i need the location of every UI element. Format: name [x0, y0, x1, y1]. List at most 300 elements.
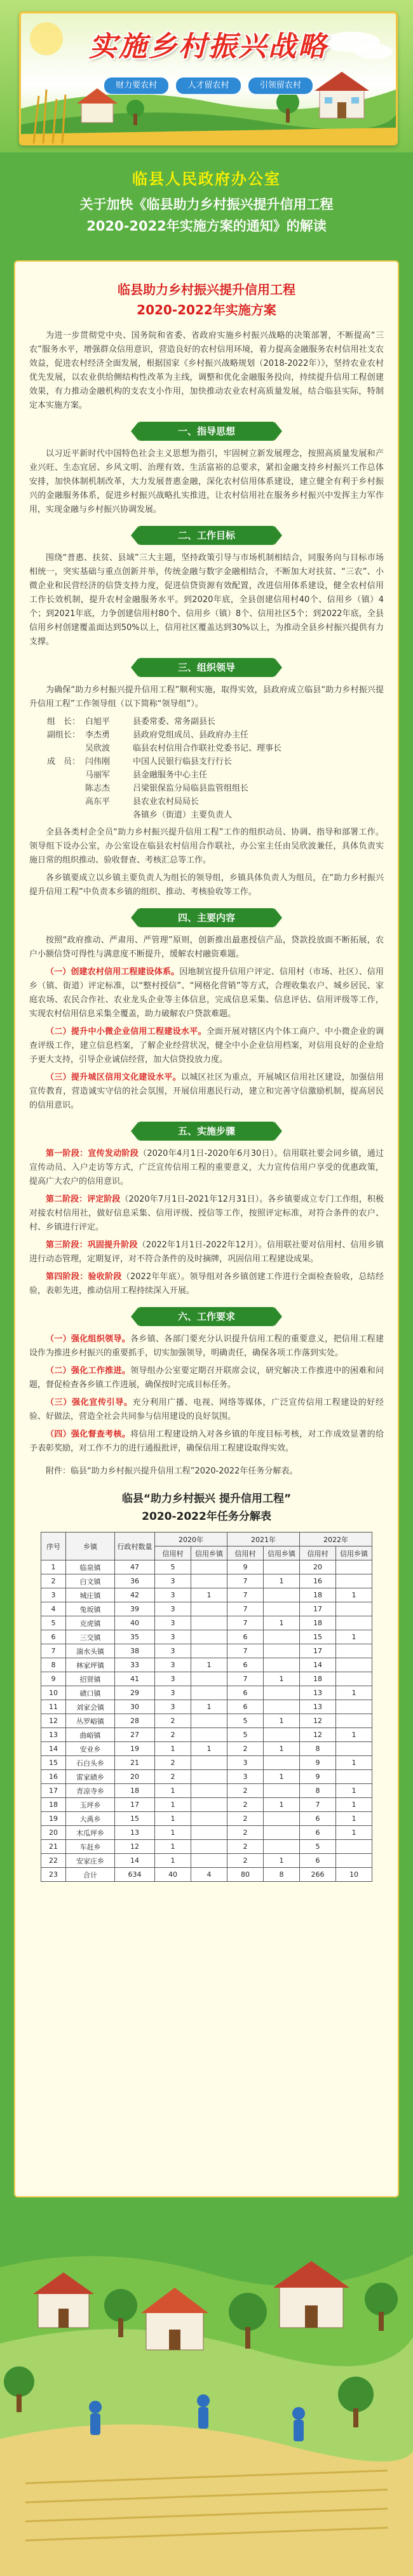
table-row: [41, 1630, 372, 1644]
table-cell: 15: [115, 1812, 155, 1826]
table-cell: 1: [41, 1560, 66, 1574]
member-name: 吴欣波: [85, 744, 111, 753]
section-heading: [29, 1122, 384, 1141]
section-heading: [29, 658, 384, 677]
table-cell: [336, 1742, 372, 1756]
table-cell: 6: [227, 1630, 264, 1644]
member-line: [36, 715, 384, 728]
table-cell: 10: [336, 1868, 372, 1882]
table-cell: 湍水头镇: [66, 1644, 115, 1658]
table-cell: 1: [336, 1812, 372, 1826]
table-cell: 招贤镇: [66, 1672, 115, 1686]
section-title: 三、组织领导: [139, 658, 274, 677]
table-cell: 1: [155, 1840, 191, 1854]
table-row: [41, 1728, 372, 1742]
table-cell: 1: [336, 1630, 372, 1644]
table-cell: [336, 1770, 372, 1784]
table-cell: 11: [41, 1700, 66, 1714]
banner: [0, 0, 413, 152]
banner-tag: 财力要农村: [104, 77, 169, 95]
table-cell: 9: [41, 1672, 66, 1686]
table-cell: 丛罗峪镇: [66, 1714, 115, 1728]
member-name: 白旭平: [85, 717, 111, 727]
table-cell: [264, 1658, 300, 1672]
table-header-row: [41, 1533, 372, 1546]
table-cell: [191, 1644, 227, 1658]
content-item: [29, 1071, 384, 1113]
table-cell: 22: [41, 1854, 66, 1868]
table-cell: 21: [115, 1756, 155, 1770]
member-title: 各镇乡（街道）主要负责人: [133, 810, 233, 820]
table-cell: [264, 1728, 300, 1742]
table-cell: 16: [41, 1770, 66, 1784]
table-cell: 2: [227, 1826, 264, 1840]
table-cell: 3: [227, 1770, 264, 1784]
banner-tag: 人才留农村: [175, 77, 241, 95]
table-cell: [264, 1840, 300, 1854]
table-cell: 2: [227, 1798, 264, 1812]
table-cell: [336, 1616, 372, 1630]
table-cell: 19: [41, 1812, 66, 1826]
table-cell: [336, 1854, 372, 1868]
table-cell: 7: [227, 1574, 264, 1588]
member-title: 中国人民银行临县支行行长: [133, 757, 233, 767]
table-cell: 3: [155, 1588, 191, 1602]
member-line: [36, 795, 384, 808]
table-cell: 12: [300, 1728, 336, 1742]
table-cell: 1: [155, 1784, 191, 1798]
table-cell: 16: [300, 1574, 336, 1588]
plan-title-line: 2020-2022年实施方案: [137, 302, 276, 318]
table-cell: 6: [41, 1630, 66, 1644]
member-title: 临县农村信用合作联社党委书记、理事长: [133, 744, 282, 753]
doc-title-line: 关于加快《临县助力乡村振兴提升信用工程: [79, 197, 334, 212]
leadership-note: 各乡镇要成立以乡镇主要负责人为组长的领导组，乡镇具体负责人为组员，在“助力乡村振兴提升信用工程”中负责本乡镇的组织、推动、考核验收等工作。: [29, 873, 384, 897]
table-cell: 14: [115, 1854, 155, 1868]
card-body: [15, 320, 398, 1882]
content-item-text: 全面开展对辖区内个体工商户、中小微企业的调查评级工作，建立信息档案，了解企业经营状况，健全中小企业信用档案，对信用良好的企业给予更大支持，引导企业诚信经营，加大信贷投放力度。: [29, 1027, 384, 1064]
table-cell: 2: [155, 1770, 191, 1784]
requirement-item: [29, 1332, 384, 1360]
doc-title: [16, 194, 397, 237]
table-cell: [336, 1672, 372, 1686]
section-title: 四、主要内容: [139, 908, 274, 927]
table-cell: 80: [227, 1868, 264, 1882]
table-cell: 7: [227, 1672, 264, 1686]
stage-text: （2022年1月1日-2022年12月）。信用联社要对信用村、信用乡镇进行动态管理，定期复评，对不符合条件的及时摘牌，巩固信用工程建设成果。: [29, 1240, 384, 1264]
table-cell: 20: [115, 1770, 155, 1784]
member-name: 高东平: [85, 797, 111, 807]
table-cell: [264, 1812, 300, 1826]
table-cell: 8: [41, 1658, 66, 1672]
table-cell: 木瓜坪乡: [66, 1826, 115, 1840]
content-item-head: （二）提升中小微企业信用工程建设水平。: [46, 1027, 207, 1036]
col-header: 序号: [41, 1533, 66, 1560]
table-cell: 4: [41, 1602, 66, 1616]
table-cell: [191, 1574, 227, 1588]
table-cell: 合计: [66, 1868, 115, 1882]
table-cell: 5: [227, 1714, 264, 1728]
table-cell: 玉坪乡: [66, 1798, 115, 1812]
guiding-paragraph: 以习近平新时代中国特色社会主义思想为指引，牢固树立新发展理念，按照高质量发展和产业兴旺、生态宜居、乡风文明、治理有效、生活富裕的总要求，紧扣金融支持乡村振兴工作总体安排，加快体制机制改革，大力发展普惠金融，深化农村信用体系建设，建立健全有利于乡村振兴的金融服务体系，促进乡村振兴战略扎实推进，让农村信用社在服务乡村振兴中发挥主力军作用，实现金融与乡村振兴协调发展。: [29, 449, 384, 514]
table-row: [41, 1560, 372, 1574]
table-cell: 7: [41, 1644, 66, 1658]
banner-frame: [19, 11, 398, 145]
table-cell: 9: [300, 1756, 336, 1770]
table-cell: 1: [155, 1812, 191, 1826]
table-cell: 9: [300, 1770, 336, 1784]
table-cell: 1: [191, 1658, 227, 1672]
table-cell: [336, 1602, 372, 1616]
table-cell: 1: [336, 1686, 372, 1700]
requirement-text: 各乡镇、各部门要充分认识提升信用工程的重要意义，把信用工程建设作为推进乡村振兴的重要抓手，切实加强领导，明确责任，确保各项工作落到实处。: [29, 1334, 384, 1358]
table-cell: 2: [227, 1742, 264, 1756]
village-illustration: [0, 2217, 413, 2576]
goals-paragraph: 围绕“普惠、扶贫、县域”三大主题，坚持政策引导与市场机制相结合，同服务向与目标市场相统一，突实基础与重点创新并举，传统金融与数字金融相结合，不断加大对扶贫、“三农”、小微企业和民营经济的信贷支持力度，促进信贷资源有效配置，改进信用体系建设，健全农村信用工作长效机制，提升农村金融服务水平。到2020年底，全县创建信用村40个、信用乡（镇）4个；到2021年底，力争创建信用村80个、信用乡（镇）8个、信用社区5个；到2022年底，全县信用乡村创建覆盖面达到50%以上，信用社区覆盖达到30%以上，为推动全县乡村振兴提供有力支撑。: [29, 553, 384, 647]
plan-title: [15, 279, 398, 320]
table-row: [41, 1812, 372, 1826]
table-cell: [191, 1798, 227, 1812]
requirement-head: （一）强化组织领导。: [46, 1334, 131, 1344]
table-cell: 13: [300, 1700, 336, 1714]
table-cell: 1: [191, 1588, 227, 1602]
table-cell: [191, 1840, 227, 1854]
table-cell: 35: [115, 1630, 155, 1644]
content-item-head: （三）提升城区信用文化建设水平。: [46, 1073, 181, 1082]
table-cell: 3: [41, 1588, 66, 1602]
plan-title-line: 临县助力乡村振兴提升信用工程: [118, 282, 295, 297]
stage-item: [29, 1270, 384, 1298]
table-cell: 1: [191, 1742, 227, 1756]
table-cell: [264, 1784, 300, 1798]
table-cell: 3: [155, 1574, 191, 1588]
content-item: [29, 1025, 384, 1067]
table-cell: [191, 1784, 227, 1798]
table-cell: 17: [300, 1602, 336, 1616]
member-line: [36, 768, 384, 782]
table-row: [41, 1602, 372, 1616]
sub-header: 信用乡镇: [191, 1546, 227, 1560]
content-intro: 按照“政府推动、严肃用、严管理”原则，创新推出最惠授信产品，贷款投放面不断拓展，农户小额信贷可得性与满意度不断提升，缓解农村融资难题。: [29, 936, 384, 959]
table-cell: 30: [115, 1700, 155, 1714]
table-cell: 1: [264, 1672, 300, 1686]
sub-header: 信用乡镇: [336, 1546, 372, 1560]
member-title: 县政府党组成员、县政府办主任: [133, 730, 249, 740]
table-cell: 12: [115, 1840, 155, 1854]
stage-head: 第二阶段：评定阶段: [46, 1195, 121, 1204]
leadership-paragraph: 全县各类村企全员“助力乡村振兴提升信用工程”工作的组织动员、协调、指导和部署工作。领导组下设办公室，办公室设在临县农村信用合作联社，办公室主任由吴欣波兼任，具体负责实施日常的组织推动、验收督查、考核汇总等工作。: [29, 828, 384, 865]
table-cell: 2: [155, 1756, 191, 1770]
table-cell: 1: [264, 1574, 300, 1588]
table-cell: [264, 1756, 300, 1770]
table-cell: 6: [227, 1658, 264, 1672]
banner-tag: 引领留农村: [248, 77, 313, 95]
table-cell: 大禹乡: [66, 1812, 115, 1826]
table-cell: 1: [336, 1588, 372, 1602]
table-cell: 5: [300, 1840, 336, 1854]
stage-text: （2022年年底）。领导组对各乡镇创建工作进行全面检查验收，总结经验，表彰先进，推动信用工程持续深入开展。: [29, 1272, 384, 1296]
table-row: [41, 1784, 372, 1798]
col-header: 2021年: [227, 1533, 300, 1546]
table-cell: 石白头乡: [66, 1756, 115, 1770]
stage-text: （2020年4月1日-2020年6月30日）。信用联社要会同乡镇，通过宣传动员、入户走访等方式，广泛宣传信用工程的重要意义，大力宣传信用户享受的优惠政策，提高广大农户的信用意识。: [29, 1149, 384, 1186]
member-line: [36, 782, 384, 795]
member-title: 县委常委、常务副县长: [133, 717, 216, 727]
stage-head: 第一阶段：宣传发动阶段: [46, 1149, 139, 1158]
table-cell: 20: [41, 1826, 66, 1840]
table-cell: 10: [41, 1686, 66, 1700]
requirement-text: 将信用工程建设纳入对各乡镇的年度目标考核，对工作成效显著的给予表彰奖励，对工作不力的进行通报批评，确保信用工程建设取得实效。: [29, 1430, 384, 1453]
table-cell: 8: [264, 1868, 300, 1882]
section-heading: [29, 908, 384, 927]
table-cell: 1: [336, 1784, 372, 1798]
table-cell: [264, 1602, 300, 1616]
table-cell: [336, 1840, 372, 1854]
stage-item: [29, 1193, 384, 1235]
table-cell: 28: [115, 1714, 155, 1728]
table-cell: 6: [300, 1826, 336, 1840]
table-cell: 碛口镇: [66, 1686, 115, 1700]
requirement-head: （三）强化宣传引导。: [46, 1398, 133, 1407]
table-cell: 3: [155, 1686, 191, 1700]
stage-item: [29, 1147, 384, 1189]
table-cell: [191, 1756, 227, 1770]
table-cell: [336, 1714, 372, 1728]
table-cell: [191, 1812, 227, 1826]
table-cell: 临泉镇: [66, 1560, 115, 1574]
table-cell: 18: [300, 1616, 336, 1630]
table-cell: 3: [155, 1630, 191, 1644]
table-cell: 47: [115, 1560, 155, 1574]
table-cell: 6: [300, 1812, 336, 1826]
intro-paragraph: 为进一步贯彻党中央、国务院和省委、省政府实施乡村振兴战略的决策部署，不断提高“三农”服务水平，增强群众信用意识，营造良好的农村信用环境，着力提高金融服务农村信用社支农效益，促进农村经济全面发展，根据国家《乡村振兴战略规划（2018-2022年）》，坚持农业农村优先发展，以农业供给侧结构性改革为主线，调整和优化金融服务投向，持续提升信用工程创建效果，有力推动金融机构的支农支小作用，加快推动农业农村高质量发展，结合临县实际，特制定本实施方案。: [29, 331, 384, 410]
requirement-item: [29, 1428, 384, 1456]
table-cell: 三交镇: [66, 1630, 115, 1644]
stage-head: 第四阶段：验收阶段: [46, 1272, 122, 1282]
table-cell: [264, 1588, 300, 1602]
table-row: [41, 1854, 372, 1868]
table-cell: 14: [300, 1658, 336, 1672]
table-cell: 12: [41, 1714, 66, 1728]
col-header: 行政村数量: [115, 1533, 155, 1560]
member-line: [36, 742, 384, 755]
member-title: 吕梁银保监分局临县监管组组长: [133, 784, 249, 793]
table-cell: 兔坂镇: [66, 1602, 115, 1616]
table-row: [41, 1672, 372, 1686]
table-cell: 20: [300, 1560, 336, 1574]
table-cell: 3: [155, 1658, 191, 1672]
table-cell: [191, 1630, 227, 1644]
table-cell: [191, 1560, 227, 1574]
banner-title: 实施乡村振兴战略: [89, 30, 328, 63]
table-cell: 2: [227, 1840, 264, 1854]
table-cell: 634: [115, 1868, 155, 1882]
table-cell: 18: [115, 1784, 155, 1798]
stage-head: 第三阶段：巩固提升阶段: [46, 1240, 138, 1250]
table-cell: 2: [227, 1784, 264, 1798]
table-cell: 13: [115, 1826, 155, 1840]
table-row: [41, 1770, 372, 1784]
table-row: [41, 1798, 372, 1812]
table-cell: [264, 1560, 300, 1574]
table-cell: [336, 1658, 372, 1672]
table-cell: 1: [264, 1798, 300, 1812]
table-cell: 1: [264, 1742, 300, 1756]
table-cell: 1: [336, 1756, 372, 1770]
table-cell: 5: [155, 1560, 191, 1574]
requirement-text: 领导组办公室要定期召开联席会议，研究解决工作推进中的困难和问题，督促检查各乡镇工作进展，确保按时完成目标任务。: [29, 1366, 384, 1390]
member-role: 组 长：: [46, 717, 80, 727]
table-row: [41, 1714, 372, 1728]
table-body: [41, 1560, 372, 1882]
table-cell: 7: [227, 1602, 264, 1616]
content-card: [14, 260, 399, 2197]
table-row: [41, 1868, 372, 1882]
task-table: [41, 1532, 372, 1882]
table-cell: 6: [300, 1854, 336, 1868]
table-cell: 23: [41, 1868, 66, 1882]
table-cell: 41: [115, 1672, 155, 1686]
appendix-note: 附件：临县“助力乡村振兴提升信用工程”2020-2022年任务分解表。: [46, 1466, 298, 1476]
table-cell: [191, 1672, 227, 1686]
table-cell: 7: [300, 1798, 336, 1812]
stage-item: [29, 1238, 384, 1266]
table-cell: [191, 1686, 227, 1700]
table-cell: 2: [227, 1812, 264, 1826]
table-row: [41, 1658, 372, 1672]
table-cell: 38: [115, 1644, 155, 1658]
table-cell: 安家庄乡: [66, 1854, 115, 1868]
table-cell: [336, 1700, 372, 1714]
table-row: [41, 1700, 372, 1714]
table-cell: [264, 1700, 300, 1714]
table-cell: 青凉寺乡: [66, 1784, 115, 1798]
table-cell: 4: [191, 1868, 227, 1882]
table-cell: 13: [300, 1686, 336, 1700]
table-cell: 40: [155, 1868, 191, 1882]
table-cell: 13: [41, 1728, 66, 1742]
sub-header: 信用乡镇: [264, 1546, 300, 1560]
table-cell: 9: [227, 1560, 264, 1574]
table-cell: 安业乡: [66, 1742, 115, 1756]
requirement-head: （二）强化工作推进。: [46, 1366, 131, 1376]
table-row: [41, 1616, 372, 1630]
table-cell: 1: [155, 1854, 191, 1868]
table-cell: [336, 1574, 372, 1588]
table-cell: 18: [300, 1672, 336, 1686]
table-cell: 33: [115, 1658, 155, 1672]
content-item-text: 以城区社区为重点，开展城区信用社区建设，加强信用宣传教育，营造诚实守信的社会氛围，开展信用惠民行动，建立和完善守信激励机制，提高居民的信用意识。: [29, 1073, 384, 1110]
table-cell: 42: [115, 1588, 155, 1602]
table-cell: 白文镇: [66, 1574, 115, 1588]
table-cell: 19: [115, 1742, 155, 1756]
table-cell: 林家坪镇: [66, 1658, 115, 1672]
table-cell: [191, 1616, 227, 1630]
table-cell: 2: [155, 1714, 191, 1728]
member-list: [36, 715, 384, 822]
member-title: 县金融服务中心主任: [133, 770, 208, 780]
table-cell: 车赶乡: [66, 1840, 115, 1854]
member-line: [36, 808, 384, 822]
banner-tags: [104, 77, 313, 95]
table-cell: 7: [227, 1588, 264, 1602]
table-title-line: 2020-2022年任务分解表: [142, 1510, 271, 1523]
table-title-line: 临县“助力乡村振兴 提升信用工程”: [121, 1493, 292, 1505]
footer-illustration: [0, 2217, 413, 2576]
table-row: [41, 1742, 372, 1756]
section-heading: [29, 526, 384, 545]
table-cell: 1: [264, 1616, 300, 1630]
table-cell: [336, 1644, 372, 1658]
table-cell: 8: [300, 1742, 336, 1756]
table-cell: 2: [41, 1574, 66, 1588]
table-cell: [191, 1854, 227, 1868]
table-cell: 17: [41, 1784, 66, 1798]
sub-header: 信用村: [155, 1546, 191, 1560]
table-cell: 27: [115, 1728, 155, 1742]
member-title: 县农业农村局局长: [133, 797, 200, 807]
table-cell: [264, 1686, 300, 1700]
table-cell: 3: [155, 1602, 191, 1616]
org-title: 临县人民政府办公室: [132, 170, 281, 188]
member-name: 马丽军: [85, 770, 111, 780]
table-cell: [264, 1826, 300, 1840]
content-item-head: （一）创建农村信用工程建设体系。: [46, 967, 180, 977]
table-cell: 29: [115, 1686, 155, 1700]
table-cell: 36: [115, 1574, 155, 1588]
table-cell: 1: [155, 1742, 191, 1756]
table-row: [41, 1756, 372, 1770]
table-cell: 18: [41, 1798, 66, 1812]
table-cell: 1: [336, 1826, 372, 1840]
member-name: 李杰勇: [85, 730, 111, 740]
table-cell: 1: [336, 1798, 372, 1812]
member-name: 闫伟刚: [85, 757, 111, 767]
requirement-item: [29, 1364, 384, 1392]
table-cell: 17: [300, 1644, 336, 1658]
table-cell: 1: [336, 1728, 372, 1742]
table-cell: 城庄镇: [66, 1588, 115, 1602]
table-cell: [191, 1728, 227, 1742]
leadership-intro: 为确保“助力乡村振兴提升信用工程”顺利实施，取得实效，县政府成立临县“助力乡村振兴提升信用工程”工作领导组（以下简称“领导组”）。: [29, 685, 384, 709]
table-cell: 8: [300, 1784, 336, 1798]
content-item: [29, 965, 384, 1021]
table-cell: [191, 1714, 227, 1728]
table-cell: 17: [115, 1798, 155, 1812]
section-heading: [29, 1307, 384, 1326]
table-row: [41, 1826, 372, 1840]
table-row: [41, 1840, 372, 1854]
table-cell: 3: [227, 1756, 264, 1770]
table-cell: [336, 1560, 372, 1574]
requirement-head: （四）强化督查考核。: [46, 1430, 131, 1439]
table-cell: 1: [264, 1770, 300, 1784]
member-line: [36, 728, 384, 742]
col-header: 2020年: [155, 1533, 227, 1546]
table-cell: 18: [300, 1588, 336, 1602]
member-line: [36, 755, 384, 768]
stage-text: （2020年7月1日-2021年12月31日）。各乡镇要成立专门工作组，积极对接农村信用社，做好信息采集、信用评级、授信等工作，按照评定标准，对符合条件的农户、村、乡镇进行评定。: [29, 1195, 384, 1232]
sub-header: 信用村: [300, 1546, 336, 1560]
table-title: [29, 1490, 384, 1526]
table-cell: 39: [115, 1602, 155, 1616]
requirement-text: 充分利用广播、电视、网络等媒体，广泛宣传信用工程建设的好经验、好做法，营造全社会共同参与信用建设的良好氛围。: [29, 1398, 384, 1421]
table-cell: 21: [41, 1840, 66, 1854]
table-cell: 2: [227, 1854, 264, 1868]
table-row: [41, 1588, 372, 1602]
table-cell: 3: [155, 1644, 191, 1658]
table-cell: 5: [41, 1616, 66, 1630]
